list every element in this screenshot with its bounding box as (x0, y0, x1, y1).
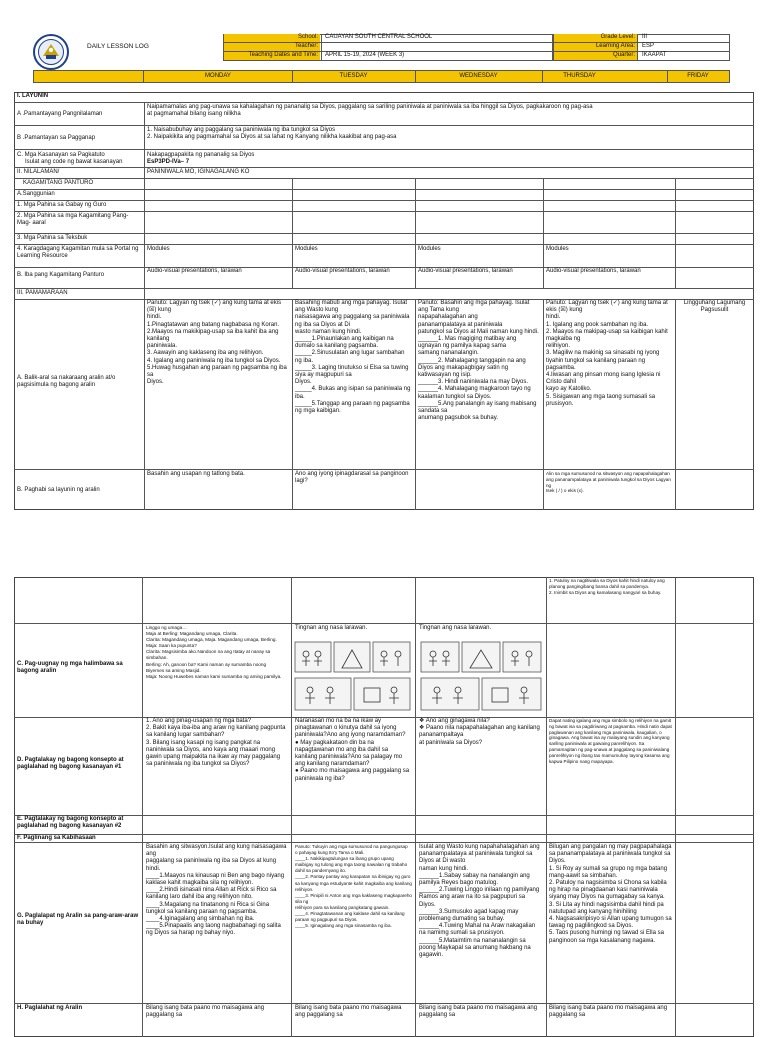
dates-value: APRIL 15-19, 2024 (WEEK 3) (325, 52, 405, 58)
paghabi-thursday: Alin sa mga sumusunod na sitwasyon ang napapahalagahan ang pananampalataya at paniniwala tungkol sa Diyos Lagyan ng tsek ( / ) o ekis (x). (546, 471, 671, 494)
paghabi-monday: Basahin ang usapan ng tatlong bata. (147, 471, 245, 477)
day-tuesday: TUESDAY (339, 73, 368, 79)
balik-aral-friday: Lingguhang Lagumang Pagsusulit (683, 300, 746, 314)
label-paglalapat: G. Paglalapat ng Aralin sa pang-araw-araw na buhay (17, 913, 139, 927)
worship-illustration-wednesday (420, 640, 542, 712)
modules-wednesday: Modules (418, 246, 441, 252)
section-layunin: I. LAYUNIN (17, 93, 49, 99)
label-kasanayan: C. Mga Kasanayan sa Pagkatuto (17, 152, 105, 158)
paglalahat-monday: Bilang isang bata paano mo maisagawa ang paggalang sa (146, 1005, 265, 1019)
pagtalakay-1-monday: 1. Ano ang pinag-usapan ng mga bata? 2. Bakit kaya iba-iba ang araw ng kanilang pagpunta sa kanilang lugar sambahan? 3. Bilang isang kasapi ng isang pangkat na naniniwala sa Diyos, ano kaya ang maaari mong gawin upang maipakita na ikaw ay may paggalang sa paniniwala ng iba tungkol sa Diyos? (146, 718, 286, 768)
text-pamantayang-pangnilalaman: Naipamamalas ang pag-unawa sa kahalagahan ng pananalig sa Diyos, paggalang sa sariling paniniwala at paniniwala sa iba hinggil sa Diyos, pagkakaroon ng pag-asa at pagmamahal bilang isang nilikha (147, 104, 593, 118)
modules-tuesday: Modules (295, 246, 318, 252)
modules-thursday: Modules (546, 246, 569, 252)
pagtalakay-1-tuesday: Naranasan mo na ba na ikaw ay pinagtawanan o kinutya dahil sa iyong paniniwala?Ano ang iyong naramdaman? ● May pagkakataon din ba na napagtawanan mo ang iba dahil sa kanilang paniniwala?Ano sa palagay mo ang kanilang naramdaman? ● Paano mo maisagawa ang paggalang sa paniniwala ng iba? (295, 718, 410, 782)
worship-illustration-tuesday (294, 640, 412, 712)
label-teksbuk: 3. Mga Pahina sa Teksbuk (17, 235, 88, 241)
quarter-value: IKAAPAT (642, 52, 667, 58)
day-friday: FRIDAY (687, 73, 709, 79)
label-iba-pang-kagamitan: B. Iba pang Kagamitang Panturo (17, 272, 105, 278)
learning-area-label: Learning Area: (554, 43, 637, 51)
text-kasanayan: Nakapagpapakita ng pananalig sa Diyos (147, 152, 255, 158)
day-thursday: THURSDAY (563, 73, 596, 79)
balik-aral-monday: Panuto: Lagyan ng tsek (✓) ang kung tama at ekis (☒) kung hindi. 1.Pinagtatawan ang batang nagbabasa ng Koran. 2.Maayos na makikipag-usap sa iba kahit iba ang kanilang paniniwala. 3. Aawayin ang kaklaseng iba ang relihiyon. 4. Igalang ang paniniwala ng iba tungkol sa Diyos. 5.Huwag husgahan ang paraan ng pagsamba ng iba sa Diyos. (147, 300, 287, 386)
label-balik-aral: A. Balik-aral sa nakaraang aralin at/o pagsisimula ng bagong aralin (17, 375, 116, 389)
modules-monday: Modules (147, 246, 170, 252)
paglalapat-monday: Basahin ang sitwasyon.Isulat ang kung naisasagawa ang paggalang sa paniniwala ng iba sa Diyos at kung hindi. ____1.Maayos na kinausap ni Ben ang bago niyang kaklase kahit magkaiba sila ng relihiyon. ____2.Hindi isinasali nina Allan at Rick si Rico sa kanilang laro dahil iba ang relihiyon nito. ____3.Magalang na tinatanong ni Rica si Gina tungkol sa kanilang paraan ng pagsamba. ____4.Iginagalang ang simbahan ng iba. ____5.Pinapaalis ang taong nagbabahagi ng salita ng Diyos sa harap ng bahay niyo. (146, 844, 287, 937)
balik-aral-wednesday: Panuto: Basahin ang mga pahayag. Isulat ang Tama kung napapahalagahan ang pananampalataya at paniniwala patungkol sa Diyos at Mali naman kung hindi. ______1. Mas magiging matibay ang ugnayan ng pamilya kapag sama samang nananalangin. ______2. Mahalagang tanggapin na ang Diyos ang makapagbigay satin ng katiwasayan ng isip. ______3. Hindi naniniwala na may Diyos. ______4. Mahalagang magkaroon tayo ng kaalaman tungkol sa Diyos. ______5.Ang panalangin ay isang mabisang sandata sa anumang pagsubok sa buhay. (418, 300, 539, 422)
pagtalakay-1-thursday: Dapat nating igalang ang mga simbolo ng relihiyon na gamit ng bawat isa sa pagdiriwang at pagsamba. Hindi natin dapat paglawanan ang kanilang mga paniniwala, kaugalian, o ginagawa. Ang bawat isa ay malayang sundin ang kanyang sariling paniniwala at gawaing panrelihiyon. Sa pamamagitan ng pag-unawa at paggalang sa paniniwalang panrelihiyon ng ibang tao mamumuhay tayong kasama ang kapwa Pilipino nang mapayapa. (549, 718, 672, 764)
label-paglinang: F. Paglinang sa Kabihasaan (17, 835, 96, 841)
iba-monday: Audio-visual presentations, larawan (147, 268, 242, 274)
label-gabay-guro: 1. Mga Pahina sa Gabay ng Guro (17, 202, 107, 208)
text-nilalaman: PANINIWALA MO, IGINAGALANG KO (147, 169, 250, 175)
pag-uugnay-tuesday: Tingnan ang nasa larawan. (295, 625, 368, 631)
label-kagamitang-mag-aaral: 2. Mga Pahina sa mga Kagamitang Pang- Mag- aaral (17, 213, 129, 227)
text-pamantayan-sa-pagganap: 1. Naisabubuhay ang paggalang sa paniniwala ng iba tungkol sa Diyos 2. Naipakikita ang pagmamahal sa Diyos at sa lahat ng Kanyang nilikha kaakibat ang pag-asa (147, 127, 397, 141)
paglalapat-tuesday: Panuto: Tukuyin ang mga sumusunod na pangungusap o pahayag kung Ito'y Tama o Mali. ____1. Nakikipagtulungan sa ibang grupo upang maibigay ng tulong ang mga taong nawalan ng trabaho dahil sa pandemyang ito. ____2. Pantay pantay ang karapatan na ibinigay ng guro sa kanyang mga estudyante kahit magkaiba ang kanilang relihiyon. ____3. Pinipili ni Anton ang mga kaklaseng magkapareho sila ng relihiyon para sa kanilang pangkatang gawain. ____4. Pinagtatawanan ang kaklase dahil sa kanilang paraan ng pagpupuri sa Diyos. ____5. Iginagalang ang mga sinasamba ng iba. (295, 844, 412, 929)
balik-aral-tuesday: Basahing mabuti ang mga pahayag. Isulat ang Wasto kung naisasagawa ang paggalang sa paniniwala ng iba sa Diyos at Di wasto naman kung hindi. _____1.Pinaunlakan ang kaibigan na dumalo sa kanilang pagsamba. _____2.Sinusulatan ang lugar sambahan ng iba. _____3. Laging tinutukso si Elsa sa tuwing siya ay magpupuri sa Diyos. _____4. Bukas ang isipan sa paniniwala ng iba. _____5.Tanggap ang paraan ng pagsamba ng mga kaibigan. (295, 300, 411, 415)
pagtalakay-1-wednesday: ❖ Ano ang ginagawa nila? ❖ Paano nila napapahalagahan ang kanilang pananampaltaya at paniniwala sa Diyos? (419, 718, 540, 746)
iba-thursday: Audio-visual presentations, larawan (546, 268, 641, 274)
section-kagamitan: KAGAMITANG PANTURO (23, 180, 94, 186)
label-pag-uugnay: C. Pag-uugnay ng mga halimbawa sa bagong aralin (17, 661, 123, 675)
paghabi-tuesday: Ano ang iyong ipinagdarasal sa panginoon lagi? (295, 471, 409, 485)
pag-uugnay-wednesday: Tingnan ang nasa larawan. (419, 625, 492, 631)
dates-label: Teaching Dates and Time: (224, 52, 320, 60)
page-title: DAILY LESSON LOG (87, 43, 149, 50)
label-pamantayan-sa-pagganap: B .Pamantayan sa Pagganap (17, 135, 96, 141)
label-pagtalakay-2: E. Pagtalakay ng bagong konsepto at paglalahad ng bagong kasanayan #2 (17, 816, 124, 830)
teacher-label: Teacher: (224, 43, 320, 51)
grade-value: III (642, 34, 648, 40)
label-sanggunian: A.Sanggunian (17, 191, 55, 197)
paglalapat-wednesday: Isulat ang Wasto kung napahahalagahan ang pananampalataya at paniniwala tungkol sa Diyos at Di wasto naman kung hindi. ______1.Sabay sabay na nanalangin ang pamilya Reyes bago matulog. ______2.Tuwing Linggo inilaan ng pamilyang Ramos ang araw na ito sa pagpupuri sa Diyos. ______3.Sumusuko agad kapag may problemang dumating sa buhay. ______4.Tuwing Mahal na Araw nakagalian na namimg sumali sa prusisyon. ______5.Mataimtim na nananalangin sa poong Maykapal sa anumang hakbang na gagawin. (419, 844, 540, 959)
label-portal: 4. Karagdagang Kagamitan mula sa Portal ng Learning Resource (17, 246, 139, 260)
label-pagtalakay-1: D. Pagtalakay ng bagong konsepto at paglalahad ng bagong kasanayan #1 (17, 757, 124, 771)
section-pamamaraan: III. PAMAMARAAN (17, 290, 68, 296)
label-pamantayang-pangnilalaman: A .Pamantayang Pangnilalaman (17, 111, 103, 117)
balik-aral-thursday: Panuto: Lagyan ng tsek (✓) ang kung tama at ekis (☒) kung hindi. 1. Igalang ang pook sambahan ng iba. 2. Maayos na makipag-usap sa kaibigan kahit magkaiba ng relihiyon. 3. Magiliw na makinig sa sinasabi ng iyong tiyahin tungkol sa kanilang paraan ng pagsamba. 4.Iiwasan ang pinsan mong isang Iglesia ni Cristo dahil kayo ay Katoliko. 5. Sisigawan ang mga taong sumasali sa prusisyon. (546, 300, 668, 407)
paglalahat-thursday: Bilang isang bata paano mo maisagawa ang paggalang sa (549, 1005, 668, 1019)
learning-area-value: ESP (642, 43, 655, 49)
paglalapat-thursday: Bilugan ang pangalan ng may pagpapahalaga sa pananampalataya at paniniwala tungkol sa Diyos. 1. Si Roy ay sumali sa grupo ng mga batang mang-aawit sa simbahan. 2. Patuloy na nagsisimba si Chona sa kabila ng hirap na pinagdaanan kasi naniniwala siyang may Diyos na gumagabay sa kanya. 3. Si Lita ay hindi nagsisimba dahil hindi pa natutupad ang kanyang hinihiling 4. Nagsasakripisyo si Allan upang tumugon sa tawag ng paglilingkod sa Diyos. 5. Taos pusong humingi ng tawad si Ella sa panginoon sa mga kasalanang nagawa. (549, 844, 672, 944)
day-monday: MONDAY (205, 73, 231, 79)
grade-label: Grade Level: (554, 34, 637, 42)
deped-seal (33, 34, 69, 70)
paglalahat-tuesday: Bilang isang bata paano mo maisagawa ang paggalang sa (295, 1005, 402, 1019)
paglalahat-wednesday: Bilang isang bata paano mo maisagawa ang paggalang sa (419, 1005, 538, 1019)
iba-tuesday: Audio-visual presentations, larawan (295, 268, 390, 274)
quarter-label: Quarter: (554, 52, 637, 60)
label-paglalahat: H. Paglalahat ng Aralin (17, 1005, 83, 1011)
pag-uugnay-monday: Linggo ng umaga… Maja at Berling: Magandang umaga, Clarita. Clarita: Magandang umaga, Maja. Magandang umaga, Berling. Maja: Saan ka pupunta? Clarita: Magsisimba ako.Nandoon na ang Itatay at nanay sa simbahan. Berling: Ah, ganoon ba? Kami naman ay sumamba noong Biyernes sa aming Masjid. Maja: Noong Huwebes naman kami sumamba ng aming pamilya. (146, 625, 282, 679)
text-kasanayan-code: EsP3PD-IVa– 7 (147, 159, 190, 165)
iba-wednesday: Audio-visual presentations, larawan (418, 268, 513, 274)
section-nilalaman: II. NILALAMAN/ (17, 169, 60, 175)
paghabi-thursday-cont: 1. Patuloy na nagtitiwala sa Diyos kahit hindi natuloy ang planong pangingibang bansa dahil sa pandemya. 2. Inimbit sa Diyos ang kamalasang nangyari sa buhay. (549, 578, 665, 595)
school-label: School: (224, 34, 320, 42)
day-wednesday: WEDNESDAY (459, 73, 498, 79)
label-paghabi: B. Paghabi sa layunin ng aralin (17, 487, 100, 493)
label-kasanayan-sub: Isulat ang code ng bawat kasanayan (25, 159, 123, 165)
school-value: CAUAYAN SOUTH CENTRAL SCHOOL (325, 34, 433, 40)
